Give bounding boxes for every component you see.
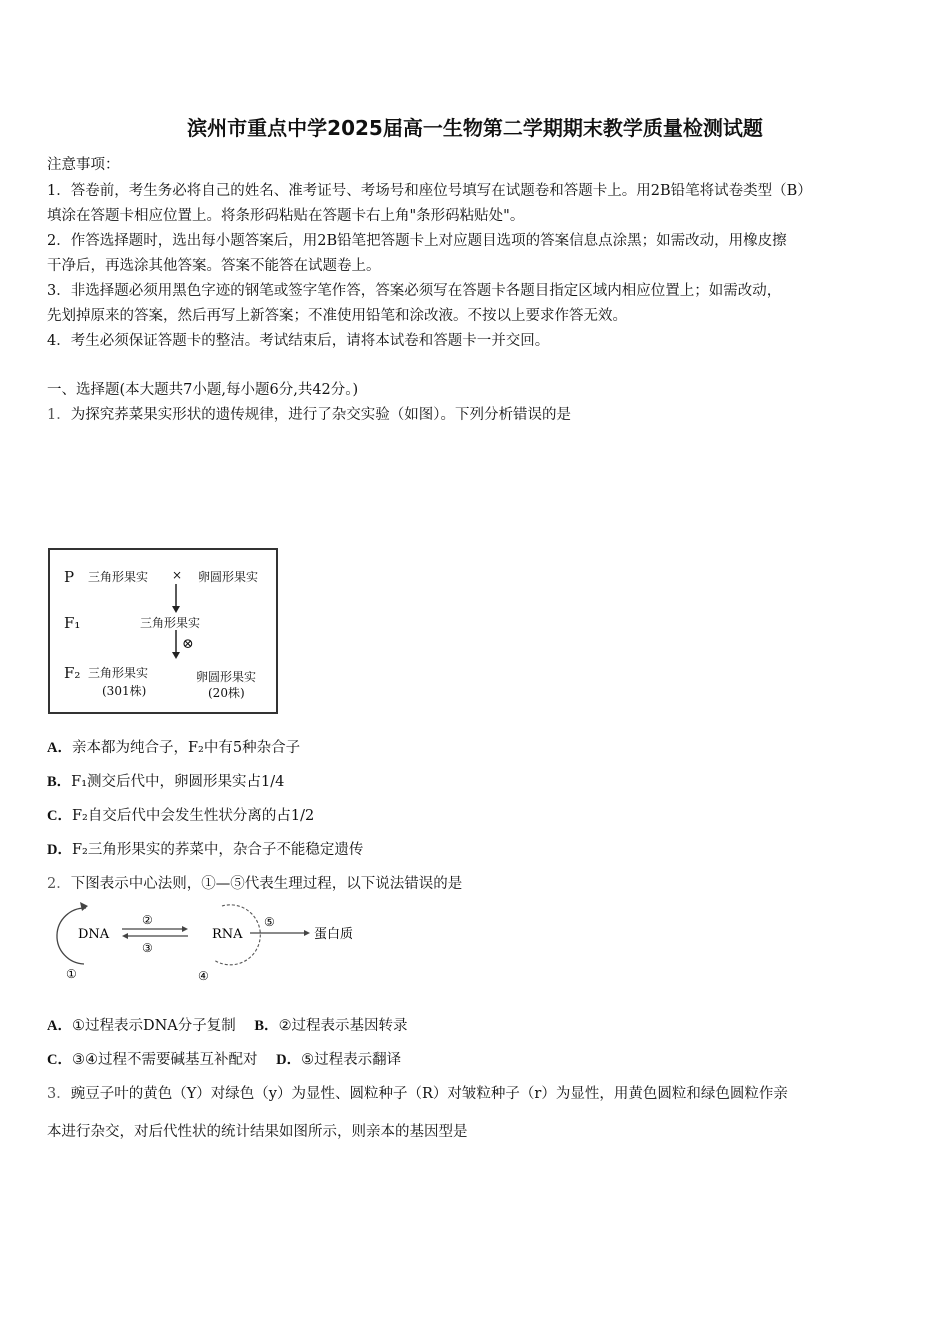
option-row (47, 1048, 401, 1069)
process-2-label: ② (142, 913, 153, 927)
option-b[interactable] (254, 1018, 407, 1034)
protein-label: 蛋白质 (314, 927, 354, 942)
option-label: C． (47, 1052, 72, 1068)
process-4-label: ④ (198, 969, 209, 983)
notice-line: 2．作答选择题时，选出每小题答案后，用2B铅笔把答题卡上对应题目选项的答案信息点涂黑；如需改动，用橡皮擦 (47, 233, 787, 249)
question-3-stem (47, 1082, 788, 1103)
option-label: A． (47, 1018, 72, 1034)
option-label: B． (254, 1018, 279, 1034)
process-5-label: ⑤ (264, 915, 275, 929)
f2-left-phenotype: 三角形果实 (88, 666, 149, 680)
f1-phenotype: 三角形果实 (140, 616, 201, 630)
cross-diagram (48, 548, 278, 714)
rna-label: RNA (212, 927, 243, 942)
option-text: ①过程表示DNA分子复制 (71, 1018, 236, 1034)
notice-line: 4．考生必须保证答题卡的整洁。考试结束后，请将本试卷和答题卡一并交回。 (47, 333, 550, 349)
option-a[interactable] (47, 1018, 236, 1034)
option-text: ②过程表示基因转录 (278, 1018, 408, 1034)
option-text: F₁测交后代中，卵圆形果实占1/4 (71, 774, 285, 790)
option-c[interactable] (47, 1052, 257, 1068)
generation-f2-label: F₂ (64, 664, 81, 682)
f2-right-phenotype: 卵圆形果实 (196, 670, 257, 684)
selfing-symbol: ⊗ (182, 636, 194, 652)
question-text: 下图表示中心法则，①—⑤代表生理过程，以下说法错误的是 (70, 876, 463, 892)
f2-left-count: (301株) (102, 684, 147, 698)
option-b[interactable] (47, 770, 284, 791)
option-text: F₂三角形果实的荞菜中，杂合子不能稳定遗传 (71, 842, 364, 858)
process-3-label: ③ (142, 941, 153, 955)
section-heading: 一、选择题(本大题共7小题,每小题6分,共42分。) (47, 382, 359, 398)
p-right-phenotype: 卵圆形果实 (198, 570, 259, 584)
cross-symbol: × (172, 568, 183, 582)
option-d[interactable] (276, 1052, 401, 1068)
arrow-down-icon (168, 584, 184, 614)
process-1-label: ① (66, 967, 77, 981)
option-label: C． (47, 808, 72, 824)
option-label: D． (47, 842, 72, 858)
notice-line: 3．非选择题必须用黑色字迹的钢笔或签字笔作答，答案必须写在答题卡各题目指定区域内相应位置上；如需改动， (47, 283, 782, 299)
option-text: F₂自交后代中会发生性状分离的占1/2 (71, 808, 315, 824)
question-3-stem-cont: 本进行杂交，对后代性状的统计结果如图所示，则亲本的基因型是 (47, 1124, 468, 1140)
question-number: 3． (47, 1086, 71, 1102)
generation-p-label: P (64, 568, 75, 586)
question-2-stem (47, 872, 462, 893)
f2-right-count: (20株) (208, 686, 245, 700)
option-d[interactable] (47, 838, 363, 859)
question-number: 2． (47, 876, 71, 892)
notice-line: 先划掉原来的答案，然后再写上新答案；不准使用铅笔和涂改液。不按以上要求作答无效。 (47, 308, 627, 324)
question-text: 豌豆子叶的黄色（Y）对绿色（y）为显性、圆粒种子（R）对皱粒种子（r）为显性，用黄色圆粒和绿色圆粒作亲 (70, 1086, 788, 1102)
option-a[interactable] (47, 736, 300, 757)
notice-line: 干净后，再选涂其他答案。答案不能答在试题卷上。 (47, 258, 381, 274)
question-1-stem (47, 403, 571, 424)
notice-line: 1．答卷前，考生务必将自己的姓名、准考证号、考场号和座位号填写在试题卷和答题卡上。用2B铅笔将试卷类型（B） (47, 183, 812, 199)
dna-label: DNA (78, 927, 110, 942)
generation-f1-label: F₁ (64, 614, 81, 632)
central-dogma-diagram (42, 898, 382, 984)
notice-line: 填涂在答题卡相应位置上。将条形码粘贴在答题卡右上角"条形码粘贴处"。 (47, 208, 525, 224)
option-c[interactable] (47, 804, 314, 825)
question-number: 1． (47, 407, 71, 423)
option-label: B． (47, 774, 72, 790)
question-text: 为探究荞菜果实形状的遗传规律，进行了杂交实验（如图）。下列分析错误的是 (70, 407, 571, 423)
option-text: 亲本都为纯合子，F₂中有5种杂合子 (71, 740, 301, 756)
notice-heading: 注意事项： (47, 157, 120, 173)
option-text: ③④过程不需要碱基互补配对 (71, 1052, 258, 1068)
p-left-phenotype: 三角形果实 (88, 570, 149, 584)
option-row (47, 1014, 408, 1035)
page-title: 滨州市重点中学2025届高一生物第二学期期末教学质量检测试题 (187, 116, 763, 140)
option-label: D． (276, 1052, 302, 1068)
option-label: A． (47, 740, 72, 756)
option-text: ⑤过程表示翻译 (301, 1052, 402, 1068)
